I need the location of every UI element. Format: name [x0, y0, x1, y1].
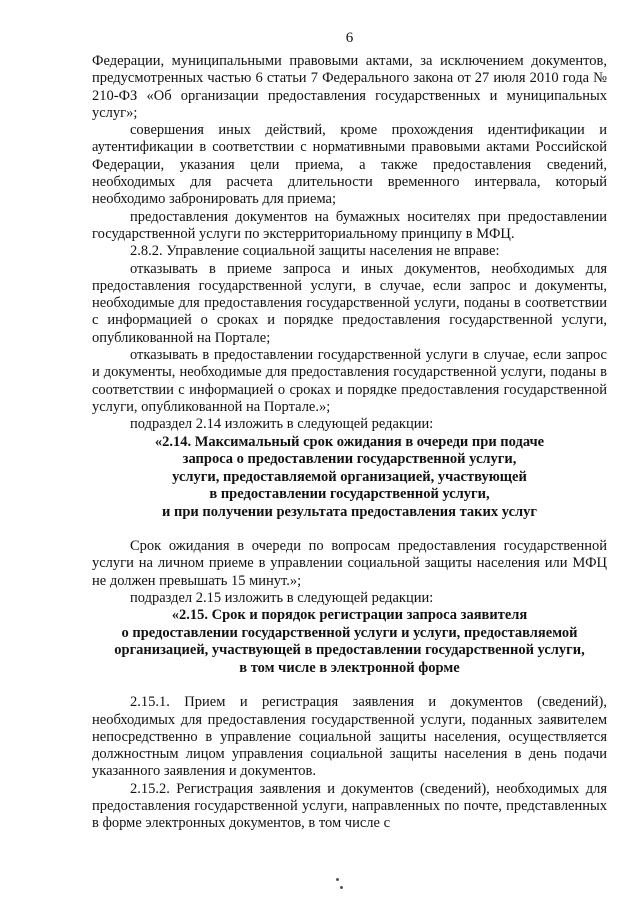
- section-heading-2-14: [92, 434, 607, 522]
- paragraph: 2.8.2. Управление социальной защиты населения не вправе:: [130, 243, 500, 260]
- paragraph: Федерации, муниципальными правовыми актами, за исключением документов, предусмотренных частью 6 статьи 7 Федерального закона от 27 июля 2010 года № 210-ФЗ «Об организации предоставления государственных и муниципальных услуг»;: [92, 53, 607, 121]
- heading-line: организацией, участвующей в предоставлении государственной услуги,: [114, 642, 585, 659]
- heading-line: в предоставлении государственной услуги,: [209, 486, 490, 503]
- paragraph: Срок ожидания в очереди по вопросам предоставления государственной услуги на личном приеме в управлении социальной защиты населения или МФЦ не должен превышать 15 минут.»;: [92, 538, 607, 589]
- paragraph: совершения иных действий, кроме прохождения идентификации и аутентификации в соответствии с нормативными правовыми актами Российской Федерации, указания цели приема, а также предоставления сведений, необходимых для расчета длительности временного интервала, который необходимо забронировать для приема;: [92, 122, 607, 208]
- scan-speck: [336, 878, 339, 881]
- paragraph: подраздел 2.15 изложить в следующей редакции:: [130, 589, 434, 606]
- scan-speck: [340, 886, 343, 889]
- paragraph: предоставления документов на бумажных носителях при предоставлении государственной услуги по экстерриториальному принципу в МФЦ.: [92, 208, 607, 242]
- paragraph: отказывать в предоставлении государственной услуги в случае, если запрос и документы, необходимые для предоставления государственной услуги, поданы в соответствии с информацией о сроках и порядке предоставления государственной услуги, опубликованной на Портале.»;: [92, 347, 607, 415]
- section-heading-2-15: [92, 607, 607, 677]
- heading-line: запроса о предоставлении государственной услуги,: [182, 451, 517, 468]
- spacer: [92, 677, 607, 694]
- paragraph: 2.15.2. Регистрация заявления и документов (сведений), необходимых для предоставления государственной услуги, направленных по почте, представленных в форме электронных документов, в том числе с: [92, 780, 607, 832]
- paragraph: подраздел 2.14 изложить в следующей редакции:: [130, 416, 434, 433]
- heading-line: услуги, предоставляемой организацией, участвующей: [172, 468, 527, 485]
- heading-line: и при получении результата предоставления таких услуг: [162, 503, 537, 520]
- heading-line: «2.14. Максимальный срок ожидания в очереди при подаче: [154, 433, 545, 450]
- heading-line: о предоставлении государственной услуги и услуги, предоставляемой: [121, 624, 578, 641]
- heading-line: «2.15. Срок и порядок регистрации запроса заявителя: [171, 607, 528, 624]
- paragraph: отказывать в приеме запроса и иных документов, необходимых для предоставления государственной услуги, в случае, если запрос и документы, необходимые для предоставления государственной услуги, поданы в соответствии с информацией о сроках и порядке предоставления государственной услуги, опубликованной на Портале;: [92, 260, 607, 346]
- spacer: [92, 521, 607, 538]
- paragraph: 2.15.1. Прием и регистрация заявления и документов (сведений), необходимых для предоставления государственной услуги, поданных заявителем непосредственно в управление социальной защиты населения, осуществляется должностным лицом управления социальной защиты населения в день подачи указанного заявления и документов.: [92, 694, 607, 780]
- page-number: 6: [345, 30, 354, 46]
- heading-line: в том числе в электронной форме: [239, 659, 460, 676]
